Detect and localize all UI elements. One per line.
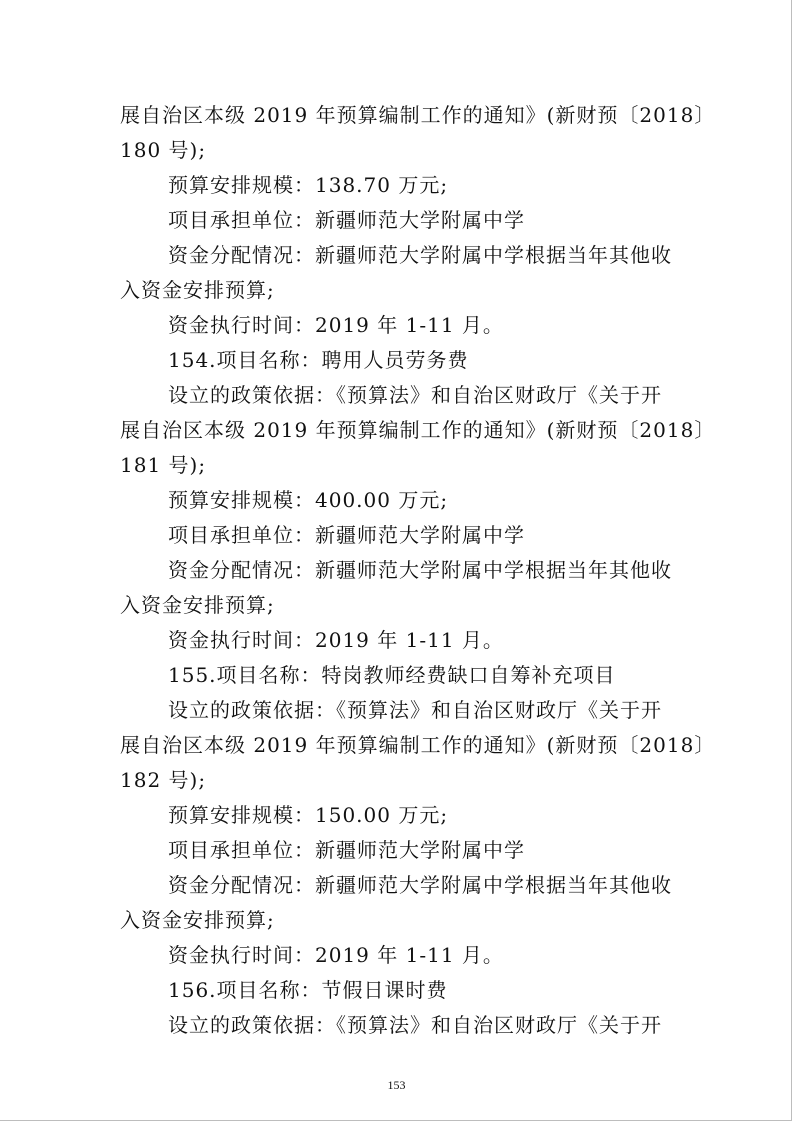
body-text <box>120 98 716 1043</box>
text-line: 项目承担单位：新疆师范大学附属中学 <box>168 523 525 547</box>
text-line: 预算安排规模：400.00 万元; <box>168 488 449 512</box>
text-line: 入资金安排预算; <box>120 278 275 302</box>
text-line: 182 号); <box>120 768 207 792</box>
text-line: 展自治区本级 2019 年预算编制工作的通知》(新财预〔2018〕 <box>120 103 716 127</box>
text-line: 入资金安排预算; <box>120 908 275 932</box>
text-line: 资金分配情况：新疆师范大学附属中学根据当年其他收 <box>168 243 672 267</box>
text-line: 设立的政策依据：《预算法》和自治区财政厅《关于开 <box>168 383 662 407</box>
text-line: 资金分配情况：新疆师范大学附属中学根据当年其他收 <box>168 558 672 582</box>
text-line: 预算安排规模：138.70 万元; <box>168 173 449 197</box>
text-line: 展自治区本级 2019 年预算编制工作的通知》(新财预〔2018〕 <box>120 418 716 442</box>
text-line: 设立的政策依据：《预算法》和自治区财政厅《关于开 <box>168 1013 662 1037</box>
text-line: 项目承担单位：新疆师范大学附属中学 <box>168 838 525 862</box>
text-line: 资金分配情况：新疆师范大学附属中学根据当年其他收 <box>168 873 672 897</box>
text-line: 资金执行时间：2019 年 1-11 月。 <box>168 313 504 337</box>
text-line: 资金执行时间：2019 年 1-11 月。 <box>168 628 504 652</box>
item-heading: 154.项目名称：聘用人员劳务费 <box>168 348 469 372</box>
text-line: 180 号); <box>120 138 207 162</box>
text-line: 资金执行时间：2019 年 1-11 月。 <box>168 943 504 967</box>
text-line: 181 号); <box>120 453 207 477</box>
text-line: 设立的政策依据：《预算法》和自治区财政厅《关于开 <box>168 698 662 722</box>
text-line: 项目承担单位：新疆师范大学附属中学 <box>168 208 525 232</box>
item-heading: 155.项目名称：特岗教师经费缺口自筹补充项目 <box>168 663 616 687</box>
page-number: 153 <box>387 1078 406 1092</box>
item-heading: 156.项目名称：节假日课时费 <box>168 978 448 1002</box>
text-line: 预算安排规模：150.00 万元; <box>168 803 449 827</box>
text-line: 入资金安排预算; <box>120 593 275 617</box>
text-line: 展自治区本级 2019 年预算编制工作的通知》(新财预〔2018〕 <box>120 733 716 757</box>
